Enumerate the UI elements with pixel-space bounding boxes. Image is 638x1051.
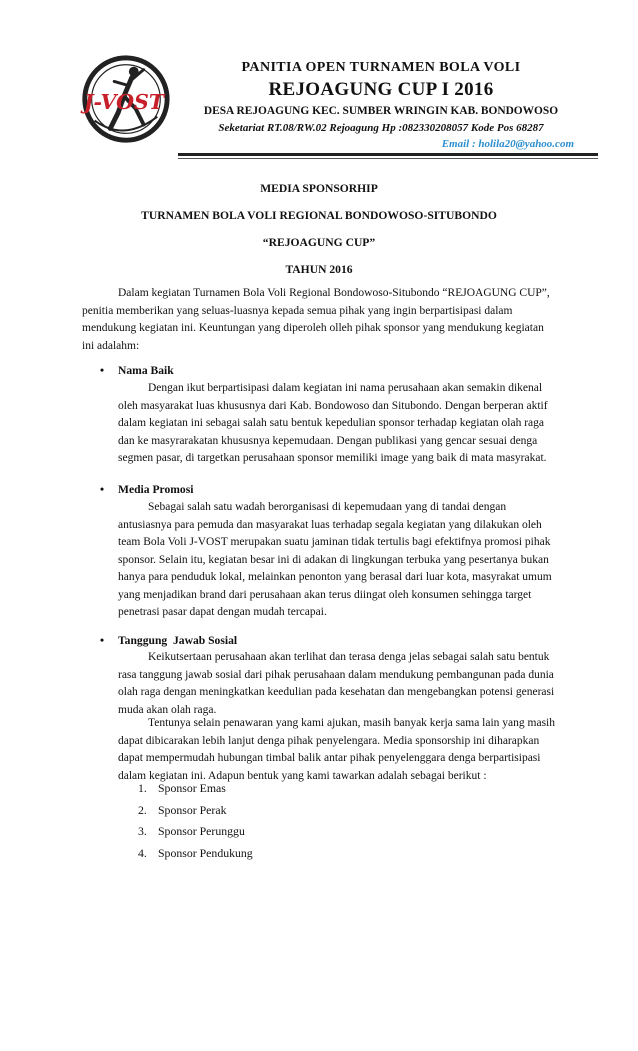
text-line: Sebagai salah satu wadah berorganisasi di kepemudaan yang di tandai dengan xyxy=(148,501,507,513)
text-line: oleh masyarakat luas khususnya dari Kab. Bondowoso dan Situbondo. Dengan berperan aktif xyxy=(118,399,548,412)
doc-event: “REJOAGUNG CUP” xyxy=(262,236,376,249)
text-line: sponsor. Selain itu, kegiatan besar ini di adakan di lingkungan terbuka yang pesertanya bukan xyxy=(118,553,549,566)
text-line: antusiasnya para pemuda dan masyarakat luas terhadap segala kegiatan yang dilakukan oleh xyxy=(118,518,542,531)
sponsor-list xyxy=(138,781,253,867)
bullet: • xyxy=(100,483,105,496)
email: Email : holila20@yahoo.com xyxy=(441,138,574,150)
section-body-tanggung-jawab-sosial xyxy=(118,649,598,719)
text-line: rasa tanggung jawab sosial dari pihak perusahaan dalam mendukung pembangunan pada dunia xyxy=(118,668,554,681)
section-body-media-promosi xyxy=(118,499,598,622)
header-rule-thin xyxy=(178,158,598,159)
text-line: dalam kegiatan ini sebagai salah satu bentuk kepedulian sponsor terhadap kegiatan olah raga xyxy=(118,417,544,429)
text-line: muda akan olah raga. xyxy=(118,703,217,716)
event-name: REJOAGUNG CUP I 2016 xyxy=(268,79,494,100)
doc-title: MEDIA SPONSORHIP xyxy=(260,182,378,195)
doc-subtitle: TURNAMEN BOLA VOLI REGIONAL BONDOWOSO-SITUBONDO xyxy=(141,209,497,222)
list-item: 4. Sponsor Pendukung xyxy=(138,845,253,860)
section-body-offer xyxy=(118,715,598,785)
org-name: PANITIA OPEN TURNAMEN BOLA VOLI xyxy=(241,60,521,75)
jvost-logo xyxy=(75,52,173,150)
text-line: segmen pasar, di targetkan perusahaan sponsor memiliki image yang baik di mata masyrakat. xyxy=(118,452,547,464)
doc-year: TAHUN 2016 xyxy=(285,263,353,276)
list-item: 3. Sponsor Perunggu xyxy=(138,824,245,838)
header-rule-thick xyxy=(178,153,598,156)
text-line: ini adalahm: xyxy=(82,339,140,352)
bullet: • xyxy=(100,364,105,377)
text-line: olah raga dengan meningkatkan keedulian pada kesehatan dan mengebangkan potensi generasi xyxy=(118,686,555,698)
text-line: mendukung kegiatan ini. Keuntungan yang diperoleh olleh pihak sponsor yang mendukung kegiatan xyxy=(82,322,544,334)
text-line: dalam kegiatan ini. Adapun bentuk yang kami tawarkan adalah sebagai berikut : xyxy=(118,769,487,782)
text-line: team Bola Voli J-VOST merupakan suatu jaminan tidak tertulis bagi efektifnya promosi pihak xyxy=(118,536,551,548)
address: DESA REJOAGUNG KEC. SUMBER WRINGIN KAB. BONDOWOSO xyxy=(203,105,559,117)
text-line: penitia memberikan yang seluas-luasnya kepada semua pihak yang ingin berpartisipasi dalam xyxy=(82,304,513,317)
list-item: 2. Sponsor Perak xyxy=(138,802,227,817)
text-line: yang menjadikan brand dari perusahaan akan terus diingat oleh konsumen sehingga target xyxy=(118,588,532,601)
text-line: dapat dibicarakan lebih lanjut denga pihak penyelengara. Media sponsorship ini diharapkan xyxy=(118,734,540,747)
text-line: Dalam kegiatan Turnamen Bola Voli Regional Bondowoso-Situbondo “REJOAGUNG CUP”, xyxy=(118,287,550,299)
svg-text:J-VOST: J-VOST xyxy=(83,89,165,114)
text-line: Dengan ikut berpartisipasi dalam kegiatan ini nama perusahaan akan semakin dikenal xyxy=(148,382,543,394)
secretariat: Seketariat RT.08/RW.02 Rejoagung Hp :082330208057 Kode Pos 68287 xyxy=(218,122,544,134)
bullet: • xyxy=(100,634,105,647)
text-line: hanya para penduduk lokal, melainkan penonton yang berasal dari luar kota, masyrakat umum xyxy=(118,571,552,583)
section-body-nama-baik xyxy=(118,380,598,468)
text-line: Tentunya selain penawaran yang kami ajukan, masih banyak kerja sama lain yang masih xyxy=(148,717,555,729)
text-line: penetrasi pasar dapat dengan mudah tercapai. xyxy=(118,606,327,618)
list-item: 1. Sponsor Emas xyxy=(138,781,226,795)
text-line: dapat mempermudah hubungan timbal balik antar pihak penyelenggara denga berpartisipasi xyxy=(118,752,541,764)
text-line: Keikutsertaan perusahaan akan terlihat dan terasa denga jelas sebagai salah satu bentuk xyxy=(148,651,550,663)
intro-paragraph xyxy=(82,285,596,355)
text-line: dan ke masyrarakatan khususnya kepemudaan. Dengan publikasi yang gencar sesuai denga xyxy=(118,434,538,447)
